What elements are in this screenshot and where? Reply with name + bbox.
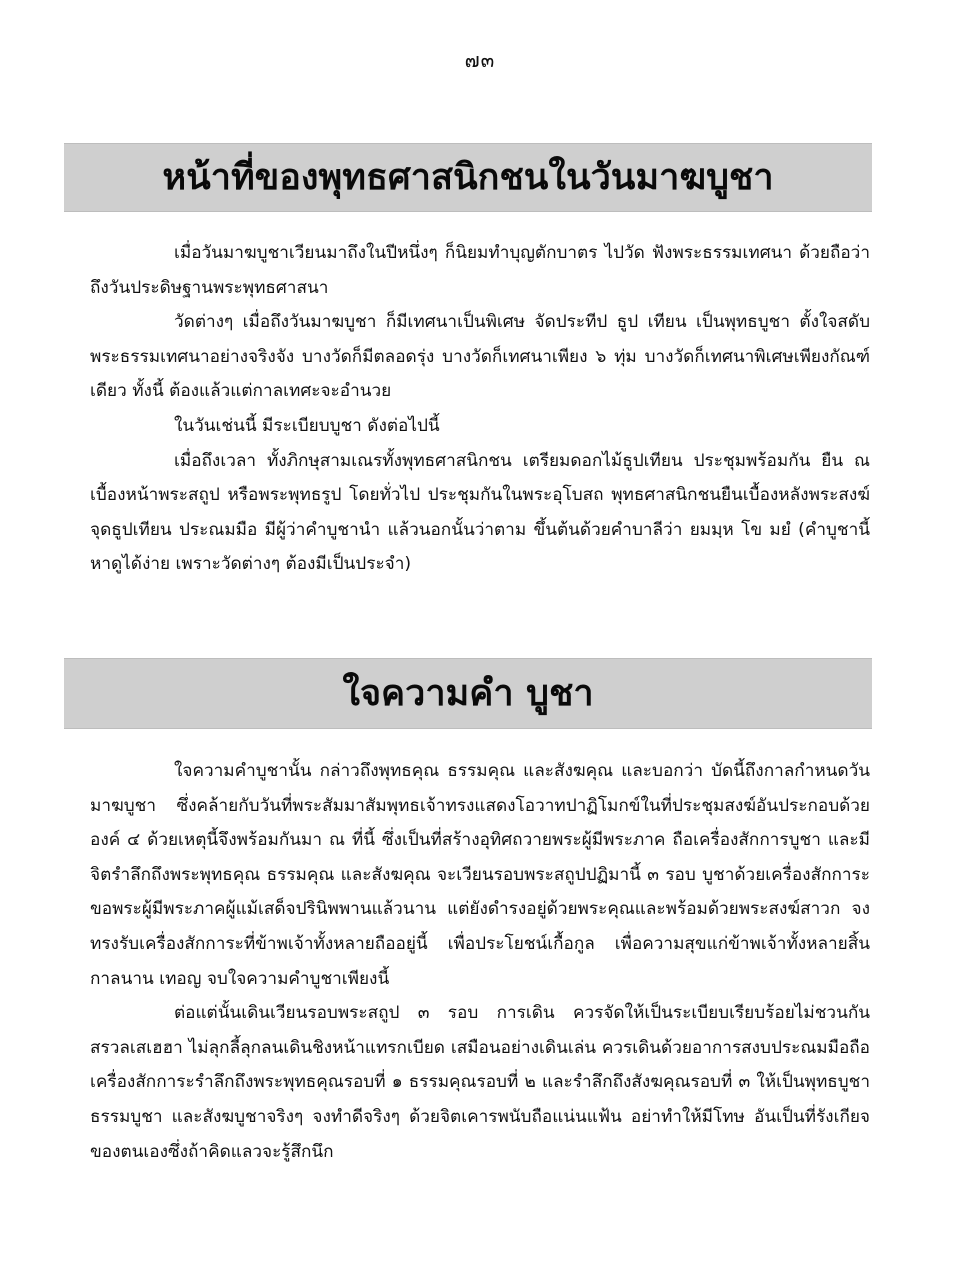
paragraph: เมื่อถึงเวลา ทั้งภิกษุสามเณรทั้งพุทธศาสนิกชน เตรียมดอกไม้ธูปเทียน ประชุมพร้อมกัน ยืน ณ เบื้องหน้าพระสถูป หรือพระพุทธรูป โดยทั่วไป ประชุมกันในพระอุโบสถ พุทธศาสนิกชนยืนเบื้องหลังพระสงฆ์ จุดธูปเทียน ประณมมือ มีผู้ว่าคำบูชานำ แล้วนอกนั้นว่าตาม ขึ้นต้นด้วยคำบาลีว่า ยมมฺห โข มยํ (คำบูชานี้ หาดูได้ง่าย เพราะวัดต่างๆ ต้องมีเป็นประจำ) xyxy=(90,450,870,575)
section-meaning-body xyxy=(90,754,870,1169)
section-duties-body xyxy=(90,236,870,582)
section-heading-meaning: ใจความคำ บูชา xyxy=(64,658,872,729)
section-heading-duties: หน้าที่ของพุทธศาสนิกชนในวันมาฆบูชา xyxy=(64,143,872,212)
paragraph: ในวันเช่นนี้ มีระเบียบบูชา ดังต่อไปนี้ xyxy=(174,415,440,436)
page-number: ๗๓ xyxy=(464,48,496,72)
paragraph: เมื่อวันมาฆบูชาเวียนมาถึงในปีหนึ่งๆ ก็นิยมทำบุญตักบาตร ไปวัด ฟังพระธรรมเทศนา ด้วยถือว่าถึงวันประดิษฐานพระพุทธศาสนา xyxy=(90,243,870,298)
paragraph: วัดต่างๆ เมื่อถึงวันมาฆบูชา ก็มีเทศนาเป็นพิเศษ จัดประทีป ธูป เทียน เป็นพุทธบูชา ตั้งใจสดับพระธรรมเทศนาอย่างจริงจัง บางวัดก็มีตลอดรุ่ง บางวัดก็เทศนาเพียง ๖ ทุ่ม บางวัดก็เทศนาพิเศษเพียงกัณฑ์เดียว ทั้งนี้ ต้องแล้วแต่กาลเทศะจะอำนวย xyxy=(90,312,870,402)
paragraph: ต่อแต่นั้นเดินเวียนรอบพระสถูป ๓ รอบ การเดิน ควรจัดให้เป็นระเบียบเรียบร้อยไม่ชวนกันสรวลเสเฮฮา ไม่ลุกลี้ลุกลนเดินชิงหน้าแทรกเบียด เสมือนอย่างเดินเล่น ควรเดินด้วยอาการสงบประณมมือถือเครื่องสักการะรำลึกถึงพระพุทธคุณรอบที่ ๑ ธรรมคุณรอบที่ ๒ และรำลึกถึงสังฆคุณรอบที่ ๓ ให้เป็นพุทธบูชา ธรรมบูชา และสังฆบูชาจริงๆ จงทำดีจริงๆ ด้วยจิตเคารพนับถือแน่นแฟ้น อย่าทำให้มีโทษ อันเป็นที่รังเกียจของตนเองซึ่งถ้าคิดแลวจะรู้สึกนึก xyxy=(90,1003,870,1162)
paragraph: ใจความคำบูชานั้น กล่าวถึงพุทธคุณ ธรรมคุณ และสังฆคุณ และบอกว่า บัดนี้ถึงกาลกำหนดวันมาฆบูชา ซึ่งคล้ายกับวันที่พระสัมมาสัมพุทธเจ้าทรงแสดงโอวาทปาฏิโมกข์ในที่ประชุมสงฆ์อันประกอบด้วยองค์ ๔ ด้วยเหตุนี้จึงพร้อมกันมา ณ ที่นี้ ซึ่งเป็นที่สร้างอุทิศถวายพระผู้มีพระภาค ถือเครื่องสักการบูชา และมีจิตรำลึกถึงพระพุทธคุณ ธรรมคุณ และสังฆคุณ จะเวียนรอบพระสถูปปฏิมานี้ ๓ รอบ บูชาด้วยเครื่องสักการะ ขอพระผู้มีพระภาคผู้แม้เสด็จปรินิพพานแล้วนาน แต่ยังดำรงอยู่ด้วยพระคุณและพร้อมด้วยพระสงฆ์สาวก จงทรงรับเครื่องสักการะที่ข้าพเจ้าทั้งหลายถืออยู่นี้ เพื่อประโยชน์เกื้อกูล เพื่อความสุขแก่ข้าพเจ้าทั้งหลายสิ้นกาลนาน เทอญ จบใจความคำบูชาเพียงนี้ xyxy=(90,761,870,989)
